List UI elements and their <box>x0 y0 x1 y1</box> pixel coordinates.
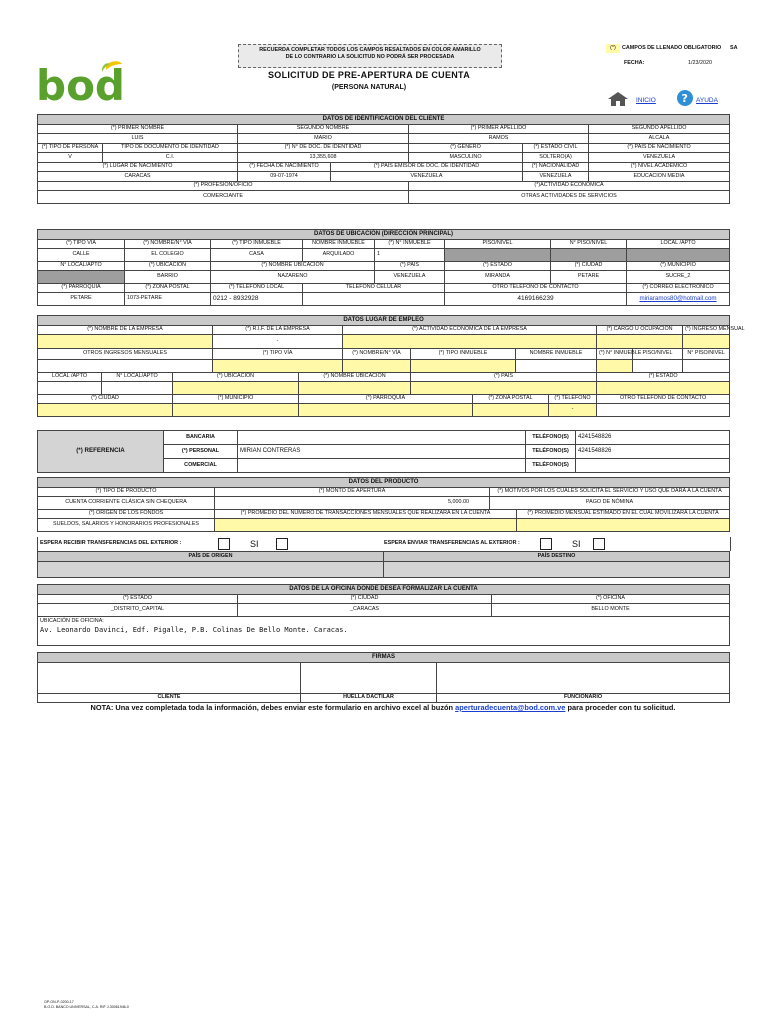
huella-box[interactable] <box>301 663 437 694</box>
transferencias-row <box>37 537 731 551</box>
pais-origen-label: PAÍS DE ORIGEN <box>38 552 384 562</box>
field-genero[interactable]: MASCULINO <box>409 153 523 163</box>
home-link[interactable]: INICIO <box>636 97 656 104</box>
label-estado-civil: (*) ESTADO CIVIL <box>523 144 589 153</box>
ref-phone-bancaria[interactable]: 4241548826 <box>576 431 730 445</box>
field-numero-inmueble[interactable]: 1 <box>375 249 445 262</box>
label-estado: (*) ESTADO <box>445 262 551 271</box>
section-header: FIRMAS <box>38 653 730 663</box>
field-oficina-ciudad[interactable]: _CARACAS <box>238 604 492 617</box>
help-link[interactable]: AYUDA <box>696 97 718 104</box>
field-nivel-academico[interactable]: EDUCACION MEDIA <box>589 172 730 182</box>
page-title: SOLICITUD DE PRE-APERTURA DE CUENTA <box>267 70 470 80</box>
field-nacionalidad[interactable]: VENEZUELA <box>523 172 589 182</box>
field-actividad-economica[interactable]: OTRAS ACTIVIDADES DE SERVICIOS <box>409 191 730 204</box>
recibir-si-label: SI <box>250 539 259 549</box>
label-emp-ubicacion: (*) UBICACIÓN <box>173 373 299 382</box>
label-promedio-mensual: (*) PROMEDIO MENSUAL ESTIMADO EN EL CUAL MOVILIZARÁ LA CUENTA <box>517 510 730 519</box>
label-correo: (*) CORREO ELECTRÓNICO <box>627 284 730 293</box>
nota-prefix: NOTA: Una vez completada toda la información, debes enviar este formulario en archivo excel al buzón <box>90 703 456 712</box>
identificacion-section <box>37 114 730 204</box>
label-emp-ciudad: (*) CIUDAD <box>38 395 173 404</box>
label-emp-parroquia: (*) PARROQUIA <box>299 395 473 404</box>
label-funcionario: FUNCIONARIO <box>437 694 730 703</box>
label-origen-fondos: (*) ORIGEN DE LOS FONDOS <box>38 510 215 519</box>
field-tipo-persona[interactable]: V <box>38 153 103 163</box>
label-segundo-apellido: SEGUNDO APELLIDO <box>589 125 730 134</box>
field-municipio[interactable]: SUCRE_2 <box>627 271 730 284</box>
label-emp-nombre-ubicacion: (*) NOMBRE UBICACIÓN <box>299 373 411 382</box>
label-otros-ingresos: OTROS INGRESOS MENSUALES <box>38 349 213 360</box>
label-tipo-documento: TIPO DE DOCUMENTO DE IDENTIDAD <box>103 144 238 153</box>
field-actividad-empresa[interactable] <box>343 335 597 349</box>
label-municipio: (*) MUNICIPIO <box>627 262 730 271</box>
ref-type-personal: (*) PERSONAL <box>164 445 238 459</box>
label-rif-empresa: (*) R.I.F. DE LA EMPRESA <box>213 326 343 335</box>
field-numero-piso[interactable] <box>551 249 627 262</box>
label-emp-piso-nivel: PISO/NIVEL <box>633 349 683 360</box>
label-emp-nombre-via: (*) NOMBRE/N° VÍA <box>343 349 411 360</box>
field-ciudad[interactable]: PETARE <box>551 271 627 284</box>
section-header: DATOS DE UBICACIÓN (DIRECCIÓN PRINCIPAL) <box>38 230 730 240</box>
label-lugar-nacimiento: (*) LUGAR DE NACIMIENTO <box>38 163 238 172</box>
label-emp-otro-telefono: OTRO TELÉFONO DE CONTACTO <box>597 395 730 404</box>
field-segundo-nombre[interactable]: MARIO <box>238 134 409 144</box>
nota-suffix: para proceder con tu solicitud. <box>565 703 676 712</box>
footer-company: B.O.D. BANCO UNIVERSAL, C.A. RIF J-30061946-0 <box>44 1005 129 1009</box>
label-emp-numero-piso: N° PISO/NIVEL <box>683 349 730 360</box>
label-ingreso-mensual: (*) INGRESO MENSUAL <box>683 326 730 335</box>
field-zona-postal[interactable]: 1073-PETARE <box>125 293 211 306</box>
ref-name-comercial[interactable] <box>238 459 526 473</box>
oficina-ubicacion-value: Av. Leonardo Davinci, Edf. Pigalle, P.B. Colinas De Bello Monte. Caracas. <box>40 626 348 635</box>
field-promedio-transacciones[interactable] <box>215 519 517 532</box>
field-emp-telefono[interactable]: - <box>549 404 597 417</box>
date-value: 1/23/2020 <box>688 60 712 66</box>
label-fecha-nacimiento: (*) FECHA DE NACIMIENTO <box>238 163 331 172</box>
label-telefono-celular: TELÉFONO CELULAR <box>303 284 445 293</box>
field-lugar-nacimiento[interactable]: CARACAS <box>38 172 238 182</box>
label-profesion: (*) PROFESION/OFICIO <box>38 182 409 191</box>
label-tipo-producto: (*) TIPO DE PRODUCTO <box>38 488 215 497</box>
label-actividad-economica: (*)ACTIVIDAD ECONÓMICA <box>409 182 730 191</box>
label-emp-local-apto: LOCAL /APTO <box>38 373 102 382</box>
field-ingreso-mensual[interactable] <box>683 335 730 349</box>
producto-section <box>37 477 730 532</box>
field-emp-tipo-inmueble[interactable] <box>411 360 516 373</box>
field-oficina[interactable]: BELLO MONTE <box>492 604 730 617</box>
oficina-ubicacion-cell <box>38 617 730 646</box>
label-emp-telefono: (*) TELÉFONO <box>549 395 597 404</box>
required-marker: (*) <box>606 44 620 53</box>
label-oficina: (*) OFICINA <box>492 595 730 604</box>
field-pais-nacimiento[interactable]: VENEZUELA <box>589 153 730 163</box>
oficina-ubicacion-label: UBICACIÓN DE OFICINA: <box>40 618 104 624</box>
section-header: DATOS DE LA OFICINA DONDE DESEA FORMALIZAR LA CUENTA <box>38 585 730 595</box>
recibir-no-checkbox[interactable] <box>218 538 230 550</box>
legend-extra: SA <box>730 45 738 51</box>
label-otro-telefono: OTRO TELÉFONO DE CONTACTO <box>445 284 627 293</box>
field-emp-pais[interactable] <box>411 382 597 395</box>
notice-box <box>238 44 502 68</box>
label-primer-nombre: (*) PRIMER NOMBRE <box>38 125 238 134</box>
house-icon[interactable] <box>607 91 629 107</box>
label-parroquia: (*) PARROQUIA <box>38 284 125 293</box>
ref-phone-personal[interactable]: 4241548826 <box>576 445 730 459</box>
help-globe-icon[interactable] <box>676 89 694 107</box>
field-emp-municipio[interactable] <box>173 404 299 417</box>
field-tipo-documento[interactable]: C.I. <box>103 153 238 163</box>
label-emp-nombre-inmueble: NOMBRE INMUEBLE <box>516 349 597 360</box>
field-emp-zona-postal[interactable] <box>473 404 549 417</box>
field-pais-emisor[interactable]: VENEZUELA <box>331 172 523 182</box>
field-emp-nombre-inmueble[interactable] <box>516 360 597 373</box>
label-emp-numero-local: N° LOCAL/APTO <box>102 373 173 382</box>
field-primer-apellido[interactable]: RAMOS <box>409 134 589 144</box>
field-profesion[interactable]: COMERCIANTE <box>38 191 409 204</box>
label-piso-nivel: PISO/NIVEL <box>445 240 551 249</box>
field-nombre-via[interactable]: EL COLEGIO <box>125 249 211 262</box>
field-correo[interactable]: miriaramos80@hotmail.com <box>627 293 730 306</box>
field-otros-ingresos[interactable] <box>38 360 213 373</box>
required-legend: CAMPOS DE LLENADO OBLIGATORIO <box>622 45 722 51</box>
pais-origen-field[interactable] <box>38 562 384 578</box>
pais-destino-label: PAÍS DESTINO <box>384 552 730 562</box>
svg-text:?: ? <box>681 92 688 105</box>
section-header: DATOS DE IDENTIFICACIÓN DEL CLIENTE <box>38 115 730 125</box>
field-parroquia[interactable]: PETARE <box>38 293 125 306</box>
enviar-label: ESPERA ENVIAR TRANSFERENCIAS AL EXTERIOR : <box>384 540 520 546</box>
recibir-si-checkbox[interactable] <box>276 538 288 550</box>
ref-type-comercial: COMERCIAL <box>164 459 238 473</box>
paises-section <box>37 551 730 578</box>
field-telefono-local[interactable]: 0212 - 8932928 <box>211 293 303 306</box>
field-cargo[interactable] <box>597 335 683 349</box>
label-emp-zona-postal: (*) ZONA POSTAL <box>473 395 549 404</box>
field-estado[interactable]: MIRANDA <box>445 271 551 284</box>
referencia-label: (*) REFERENCIA <box>38 431 164 473</box>
field-numero-documento[interactable]: 13,355,608 <box>238 153 409 163</box>
field-emp-local-apto[interactable] <box>38 382 102 395</box>
label-huella: HUELLA DACTILAR <box>301 694 437 703</box>
firma-funcionario-box[interactable] <box>437 663 730 694</box>
field-telefono-celular[interactable] <box>303 293 445 306</box>
label-zona-postal: (*) ZONA POSTAL <box>125 284 211 293</box>
label-emp-tipo-inmueble: (*) TIPO INMUEBLE <box>411 349 516 360</box>
field-emp-piso-nivel[interactable] <box>633 360 683 373</box>
label-local-apto: LOCAL /APTO <box>627 240 730 249</box>
empleo-section <box>37 315 745 417</box>
field-piso-nivel[interactable] <box>445 249 551 262</box>
label-pais-nacimiento: (*) PAÍS DE NACIMIENTO <box>589 144 730 153</box>
field-emp-nombre-via[interactable] <box>343 360 411 373</box>
label-emp-numero-inmueble: (*) N° INMUEBLE <box>597 349 633 360</box>
label-oficina-estado: (*) ESTADO <box>38 595 238 604</box>
field-nombre-inmueble[interactable]: ARQUILADO <box>303 249 375 262</box>
field-emp-numero-piso[interactable] <box>683 360 730 373</box>
field-emp-nombre-ubicacion[interactable] <box>299 382 411 395</box>
field-numero-local[interactable] <box>38 271 125 284</box>
label-nombre-empresa: (*) NOMBRE DE LA EMPRESA <box>38 326 213 335</box>
label-telefono-local: (*) TELÉFONO LOCAL <box>211 284 303 293</box>
label-nombre-inmueble: NOMBRE INMUEBLE <box>303 240 375 249</box>
section-header: DATOS DEL PRODUCTO <box>38 478 730 488</box>
label-numero-piso: N° PISO/NIVEL <box>551 240 627 249</box>
label-emp-tipo-via: (*) TIPO VÍA <box>213 349 343 360</box>
field-tipo-via[interactable]: CALLE <box>38 249 125 262</box>
field-pais[interactable]: VENEZUELA <box>375 271 445 284</box>
label-nombre-ubicacion: (*) NOMBRE UBICACIÓN <box>211 262 375 271</box>
label-numero-local: N° LOCAL/APTO <box>38 262 125 271</box>
field-emp-estado[interactable] <box>597 382 730 395</box>
enviar-si-checkbox[interactable] <box>593 538 605 550</box>
field-tipo-producto[interactable]: CUENTA CORRIENTE CLÁSICA SIN CHEQUERA <box>38 497 215 510</box>
ref-phone-comercial[interactable] <box>576 459 730 473</box>
nota <box>37 703 729 712</box>
ubicacion-section <box>37 229 730 306</box>
enviar-si-label: SI <box>572 539 581 549</box>
field-ubicacion[interactable]: BARRIO <box>125 271 211 284</box>
field-emp-numero-local[interactable] <box>102 382 173 395</box>
referencia-section <box>37 430 730 473</box>
field-tipo-inmueble[interactable]: CASA <box>211 249 303 262</box>
field-emp-ciudad[interactable] <box>38 404 173 417</box>
label-cliente: CLIENTE <box>38 694 301 703</box>
ref-phone-label: TELÉFONO(S) <box>526 445 576 459</box>
label-tipo-inmueble: (*) TIPO INMUEBLE <box>211 240 303 249</box>
ref-phone-label: TELÉFONO(S) <box>526 431 576 445</box>
field-oficina-estado[interactable]: _DISTRITO_CAPITAL <box>38 604 238 617</box>
label-oficina-ciudad: (*) CIUDAD <box>238 595 492 604</box>
field-local-apto[interactable] <box>627 249 730 262</box>
label-pais-emisor: (*) PAÍS EMISOR DE DOC. DE IDENTIDAD <box>331 163 523 172</box>
field-emp-numero-inmueble[interactable] <box>597 360 633 373</box>
recibir-label: ESPERA RECIBIR TRANSFERENCIAS DEL EXTERIOR : <box>40 540 182 546</box>
field-rif-empresa[interactable]: - <box>213 335 343 349</box>
field-fecha-nacimiento[interactable]: 09-07-1974 <box>238 172 331 182</box>
field-primer-nombre[interactable]: LUIS <box>38 134 238 144</box>
label-monto-apertura: (*) MONTO DE APERTURA <box>215 488 490 497</box>
field-estado-civil[interactable]: SOLTERO(A) <box>523 153 589 163</box>
svg-text:bod: bod <box>36 61 125 110</box>
firmas-section <box>37 652 730 703</box>
field-nombre-ubicacion[interactable]: NAZARENO <box>211 271 375 284</box>
field-emp-parroquia[interactable] <box>299 404 473 417</box>
ref-phone-label: TELÉFONO(S) <box>526 459 576 473</box>
section-header: DATOS LUGAR DE EMPLEO <box>38 316 730 326</box>
field-emp-tipo-via[interactable] <box>213 360 343 373</box>
nota-email-link[interactable]: aperturadecuenta@bod.com.ve <box>455 703 566 712</box>
field-emp-otro-telefono[interactable] <box>597 404 730 417</box>
label-nivel-academico: (*) NIVEL ACADEMICO <box>589 163 730 172</box>
field-segundo-apellido[interactable]: ALCALA <box>589 134 730 144</box>
pais-destino-field[interactable] <box>384 562 730 578</box>
bod-logo <box>36 60 128 110</box>
label-ubicacion: (*) UBICACIÓN <box>125 262 211 271</box>
field-otro-telefono[interactable]: 4169166239 <box>445 293 627 306</box>
label-tipo-persona: (*) TIPO DE PERSONA <box>38 144 103 153</box>
field-emp-ubicacion[interactable] <box>173 382 299 395</box>
footer-code: OP-ON-P-0200-17 <box>44 1000 74 1004</box>
label-emp-estado: (*) ESTADO <box>597 373 730 382</box>
field-promedio-mensual[interactable] <box>517 519 730 532</box>
label-nombre-via: (*) NOMBRE/N° VÍA <box>125 240 211 249</box>
label-segundo-nombre: SEGUNDO NOMBRE <box>238 125 409 134</box>
field-motivos[interactable]: PAGO DE NÓMINA <box>490 497 730 510</box>
label-pais: (*) PAÍS <box>375 262 445 271</box>
label-tipo-via: (*) TIPO VÍA <box>38 240 125 249</box>
page-subtitle: (PERSONA NATURAL) <box>331 84 407 91</box>
field-monto-apertura[interactable]: 5,000.00 <box>215 497 490 510</box>
label-ciudad: (*) CIUDAD <box>551 262 627 271</box>
label-emp-municipio: (*) MUNICIPIO <box>173 395 299 404</box>
label-numero-documento: (*) N° DE DOC. DE IDENTIDAD <box>238 144 409 153</box>
label-motivos: (*) MOTIVOS POR LOS CUALES SOLICITA EL SERVICIO Y USO QUE DARÁ A LA CUENTA <box>490 488 730 497</box>
ref-type-bancaria: BANCARIA <box>164 431 238 445</box>
label-cargo: (*) CARGO U OCUPACIÓN <box>597 326 683 335</box>
field-nombre-empresa[interactable] <box>38 335 213 349</box>
field-origen-fondos[interactable]: SUELDOS, SALARIOS Y HONORARIOS PROFESIONALES <box>38 519 215 532</box>
notice-line-1: RECUERDA COMPLETAR TODOS LOS CAMPOS RESALTADOS EN COLOR AMARILLO <box>259 47 481 53</box>
label-actividad-empresa: (*) ACTIVIDAD ECONÓMICA DE LA EMPRESA <box>343 326 597 335</box>
notice-line-2: DE LO CONTRARIO LA SOLICITUD NO PODRÁ SER PROCESADA <box>285 54 455 61</box>
label-emp-pais: (*) PAÍS <box>411 373 597 382</box>
label-promedio-transacciones: (*) PROMEDIO DEL NUMERO DE TRANSACCIONES MENSUALES QUE REALIZARA EN LA CUENTA <box>215 510 517 519</box>
date-label: FECHA: <box>624 60 645 66</box>
label-genero: (*) GÉNERO <box>409 144 523 153</box>
oficina-section <box>37 584 730 646</box>
label-numero-inmueble: (*) N° INMUEBLE <box>375 240 445 249</box>
ref-name-bancaria[interactable] <box>238 431 526 445</box>
firma-cliente-box[interactable] <box>38 663 301 694</box>
enviar-no-checkbox[interactable] <box>540 538 552 550</box>
label-nacionalidad: (*) NACIONALIDAD <box>523 163 589 172</box>
ref-name-personal[interactable]: MIRIAN CONTRERAS <box>238 445 526 459</box>
label-primer-apellido: (*) PRIMER APELLIDO <box>409 125 589 134</box>
